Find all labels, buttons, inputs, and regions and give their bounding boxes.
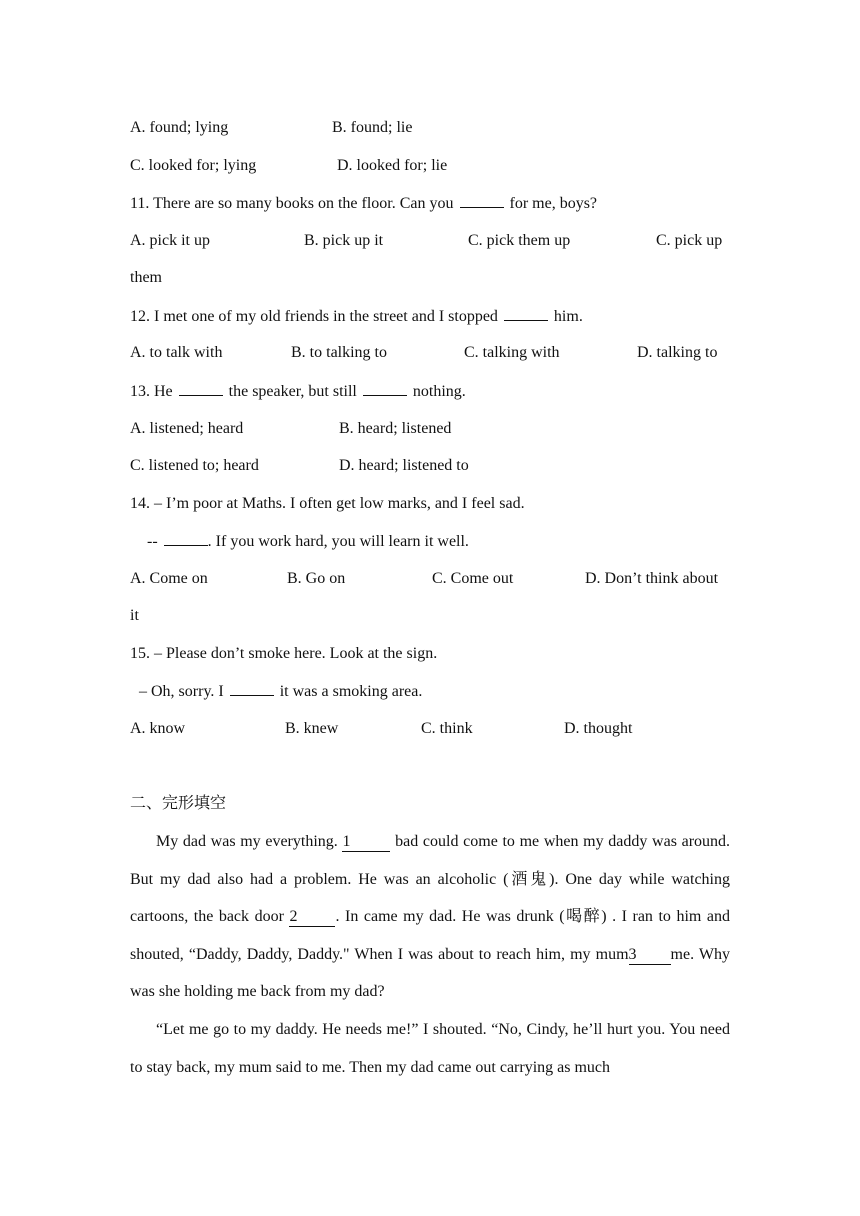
q10-option-c: C. looked for; lying	[130, 157, 257, 174]
q12-option-a: A. to talk with	[130, 344, 223, 361]
q11-stem	[130, 193, 597, 214]
q11-option-d: C. pick up	[656, 232, 723, 249]
q14-reply-dash: --	[147, 533, 158, 550]
q12-option-d: D. talking to	[637, 344, 718, 361]
q11-blank	[460, 193, 504, 208]
cloze-paragraph-2	[130, 1011, 730, 1086]
q12-option-b: B. to talking to	[291, 344, 387, 361]
cloze-blank-2: 2	[289, 908, 335, 927]
q11-option-c: C. pick them up	[468, 232, 571, 249]
q12-stem-before: 12. I met one of my old friends in the street and I stopped	[130, 308, 498, 325]
q14-reply	[147, 531, 469, 552]
cloze-p1-text-2: bad could come to me when my daddy was around. But my dad also had a problem. He was an alcoholic (酒鬼). One day while watching cartoons, the back door	[130, 833, 731, 926]
q10-option-a: A. found; lying	[130, 119, 229, 136]
q13-blank-2	[363, 381, 407, 396]
q15-option-a: A. know	[130, 720, 186, 737]
q13-option-a: A. listened; heard	[130, 420, 244, 437]
cloze-p1-text-3: . In came my dad. He was drunk (喝醉) . I ran to him and shouted, “Daddy, Daddy, Daddy." When I was about to reach him, my mum	[130, 908, 730, 963]
q12-option-c: C. talking with	[464, 344, 560, 361]
cloze-paragraph-1	[130, 823, 730, 1011]
q15-reply	[139, 681, 422, 702]
cloze-p2-text: “Let me go to my daddy. He needs me!” I shouted. “No, Cindy, he’ll hurt you. You need to stay back, my mum said to me. Then my dad came out carrying as much	[130, 1021, 730, 1076]
q15-option-d: D. thought	[564, 720, 633, 737]
q13-blank-1	[179, 381, 223, 396]
q14-stem: 14. – I’m poor at Maths. I often get low marks, and I feel sad.	[130, 495, 525, 512]
q13-stem-1: 13. He	[130, 383, 173, 400]
q14-option-d-wrap: it	[130, 607, 139, 624]
q11-option-b: B. pick up it	[304, 232, 384, 249]
q15-reply-before: – Oh, sorry. I	[139, 683, 224, 700]
cloze-blank-1: 1	[342, 833, 390, 852]
q15-option-b: B. knew	[285, 720, 339, 737]
q12-blank	[504, 306, 548, 321]
q11-option-d-wrap: them	[130, 269, 162, 286]
q14-reply-after: . If you work hard, you will learn it well.	[207, 533, 469, 550]
q13-stem-3: nothing.	[412, 383, 466, 400]
q13-stem	[130, 381, 466, 402]
q13-option-c: C. listened to; heard	[130, 457, 259, 474]
cloze-p1-text-4: me. Why was she holding me back from my dad?	[130, 945, 731, 1001]
cloze-blank-3: 3	[629, 946, 671, 965]
q12-stem-after: him.	[553, 308, 583, 325]
q11-option-a: A. pick it up	[130, 232, 210, 249]
q14-option-b: B. Go on	[287, 570, 346, 587]
q13-option-b: B. heard; listened	[339, 420, 452, 437]
section-heading: 二、完形填空	[130, 795, 227, 812]
q10-option-b: B. found; lie	[332, 119, 413, 136]
q14-option-d: D. Don’t think about	[585, 570, 719, 587]
q11-stem-before: 11. There are so many books on the floor. Can you	[130, 195, 454, 212]
q10-option-d: D. looked for; lie	[337, 157, 448, 174]
q14-option-a: A. Come on	[130, 570, 208, 587]
q13-option-d: D. heard; listened to	[339, 457, 469, 474]
q15-stem: 15. – Please don’t smoke here. Look at the sign.	[130, 645, 438, 662]
q11-stem-after: for me, boys?	[509, 195, 598, 212]
q15-blank	[230, 681, 274, 696]
q13-stem-2: the speaker, but still	[228, 383, 357, 400]
q12-stem	[130, 306, 583, 327]
cloze-p1-text-1: My dad was my everything.	[156, 833, 338, 850]
q14-blank	[164, 531, 208, 546]
q15-reply-after: it was a smoking area.	[279, 683, 423, 700]
q14-option-c: C. Come out	[432, 570, 514, 587]
q15-option-c: C. think	[421, 720, 473, 737]
